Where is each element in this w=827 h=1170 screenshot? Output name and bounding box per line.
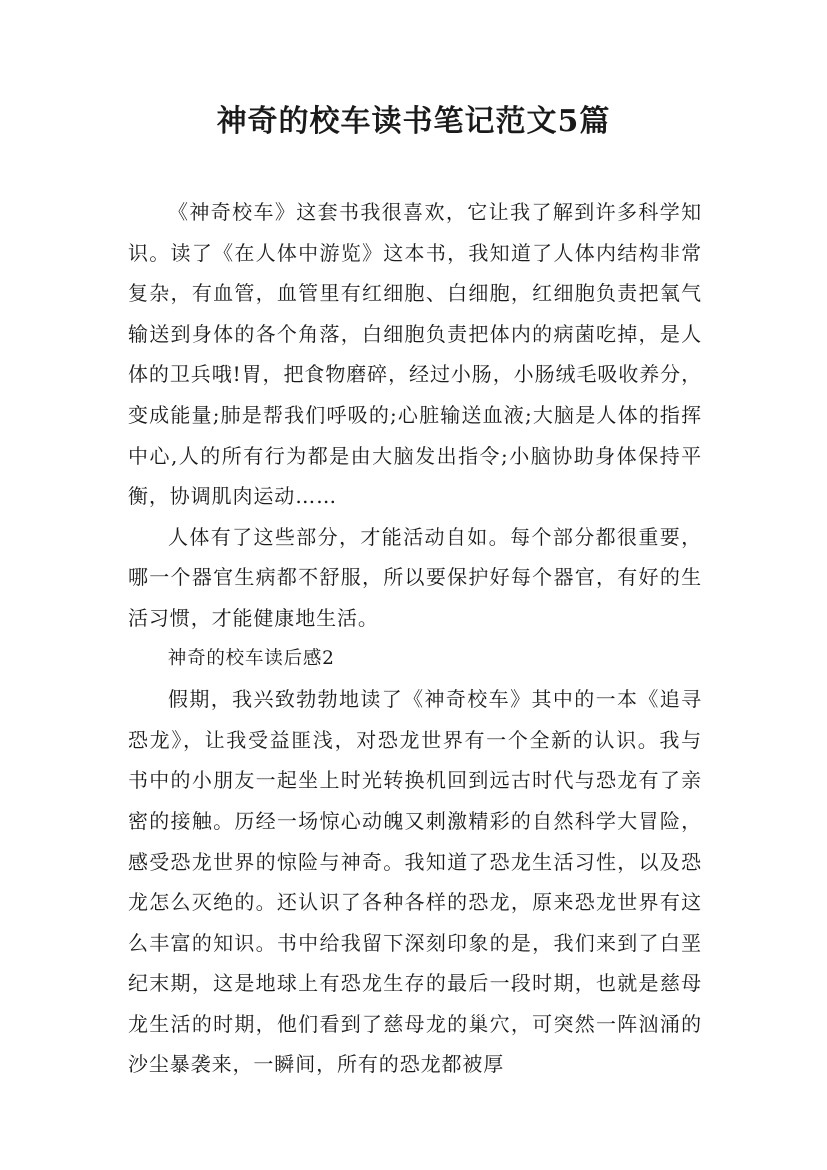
document-title: 神奇的校车读书笔记范文5篇	[216, 104, 611, 139]
paragraph: 人体有了这些部分，才能活动自如。每个部分都很重要，哪一个器官生病都不舒服，所以要保护好每个器官，有好的生活习惯，才能健康地生活。	[128, 524, 702, 630]
document-body	[128, 192, 702, 1085]
section-heading: 神奇的校车读后感2	[167, 647, 335, 669]
paragraph: 《神奇校车》这套书我很喜欢，它让我了解到许多科学知识。读了《在人体中游览》这本书，我知道了人体内结构非常复杂，有血管，血管里有红细胞、白细胞，红细胞负责把氧气输送到身体的各个角落，白细胞负责把体内的病菌吃掉，是人体的卫兵哦!胃，把食物磨碎，经过小肠，小肠绒毛吸收养分，变成能量;肺是帮我们呼吸的;心脏输送血液;大脑是人体的指挥中心,人的所有行为都是由大脑发出指令;小脑协助身体保持平衡，协调肌肉运动……	[128, 200, 702, 509]
paragraph: 假期，我兴致勃勃地读了《神奇校车》其中的一本《追寻恐龙》，让我受益匪浅，对恐龙世界有一个全新的认识。我与书中的小朋友一起坐上时光转换机回到远古时代与恐龙有了亲密的接触。历经一场惊心动魄又刺激精彩的自然科学大冒险，感受恐龙世界的惊险与神奇。我知道了恐龙生活习性，以及恐龙怎么灭绝的。还认识了各种各样的恐龙，原来恐龙世界有这么丰富的知识。书中给我留下深刻印象的是，我们来到了白垩纪末期，这是地球上有恐龙生存的最后一段时期，也就是慈母龙生活的时期，他们看到了慈母龙的巢穴，可突然一阵汹涌的沙尘暴袭来，一瞬间，所有的恐龙都被厚	[128, 687, 702, 1077]
